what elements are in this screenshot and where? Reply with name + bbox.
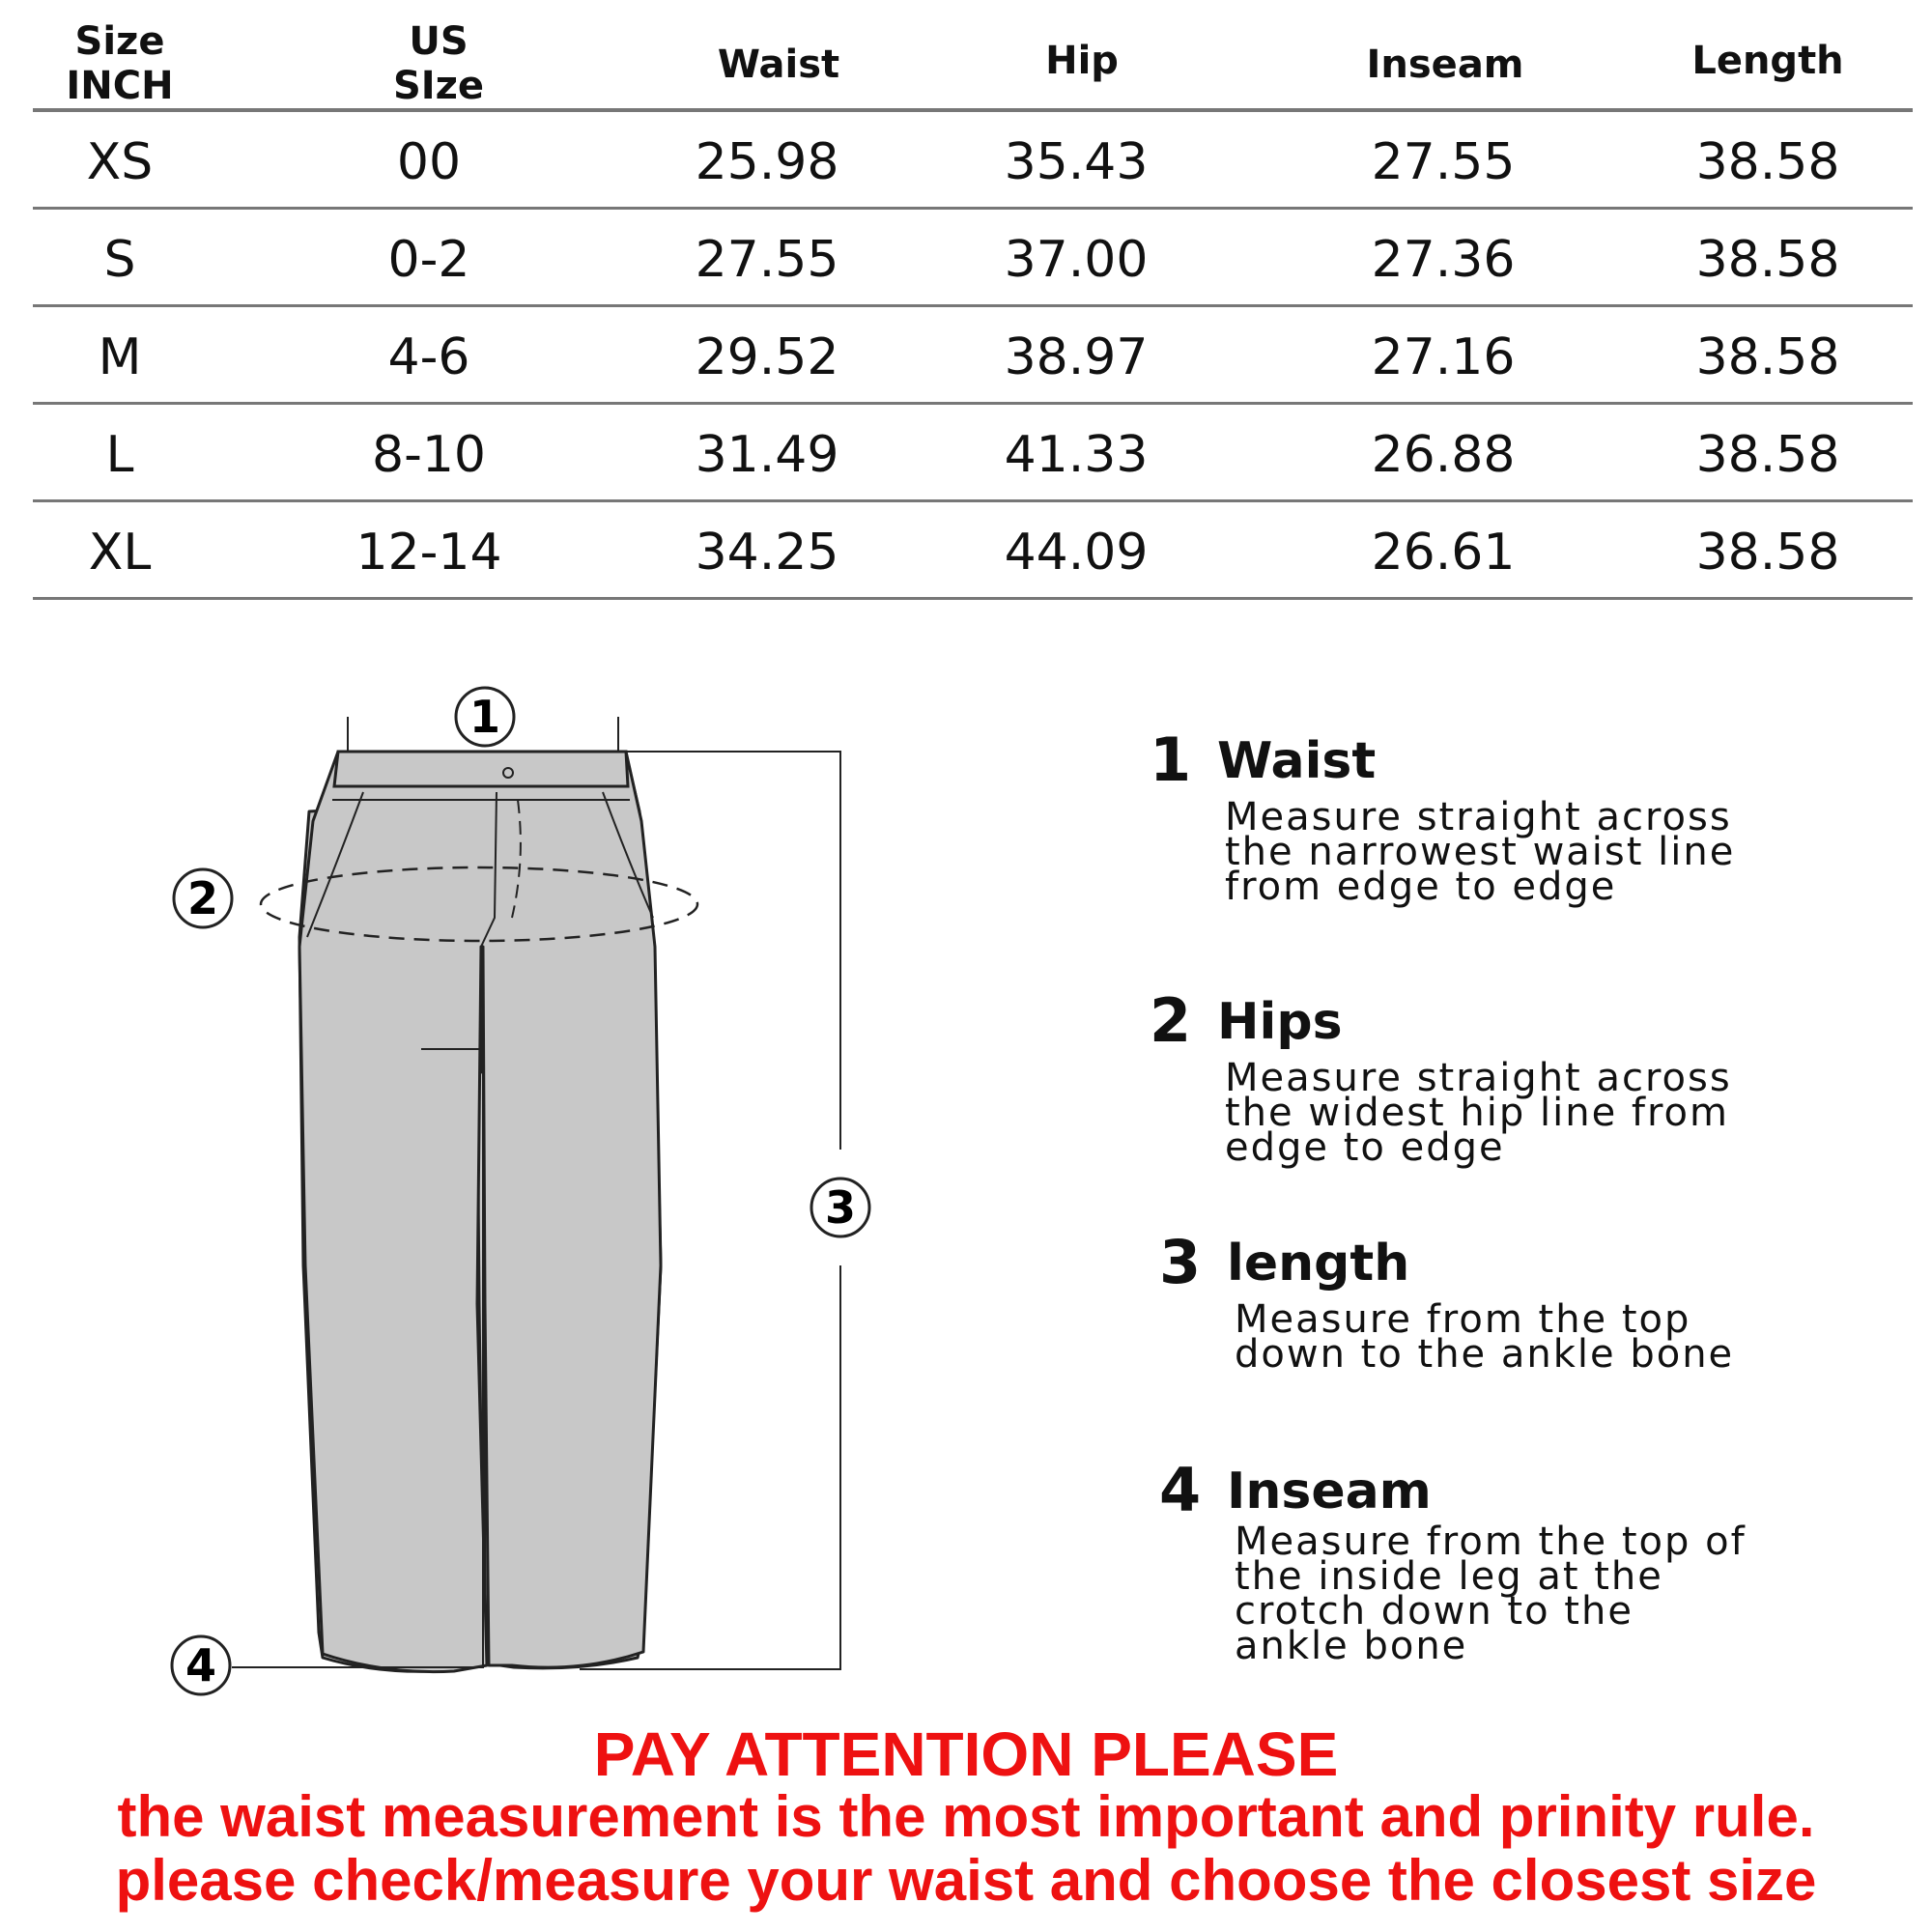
marker-4-label: 4	[185, 1639, 217, 1691]
cell-size: S	[103, 231, 136, 289]
header-us-line1: US	[409, 19, 469, 64]
marker-3-label: 3	[824, 1181, 857, 1234]
cell-hip: 44.09	[1004, 524, 1149, 582]
cell-size: L	[105, 426, 134, 484]
row-divider	[33, 207, 1913, 210]
cell-length: 38.58	[1695, 133, 1840, 191]
cell-length: 38.58	[1695, 426, 1840, 484]
legend-title: Hips	[1217, 993, 1343, 1051]
cell-inseam: 27.16	[1371, 328, 1516, 386]
legend-title: Inseam	[1227, 1463, 1432, 1520]
cell-hip: 37.00	[1004, 231, 1149, 289]
legend-title: length	[1227, 1235, 1410, 1293]
table-row	[33, 407, 1913, 503]
waistband	[334, 752, 628, 786]
legend-number: 1	[1150, 724, 1192, 795]
cell-inseam: 26.61	[1371, 524, 1516, 582]
table-header	[33, 0, 1913, 112]
cell-waist: 29.52	[695, 328, 839, 386]
pants-illustration	[0, 628, 966, 1719]
cell-length: 38.58	[1695, 524, 1840, 582]
cell-us-size: 8-10	[371, 426, 487, 484]
header-us-size	[393, 19, 484, 108]
cell-size: M	[98, 328, 142, 386]
cell-waist: 25.98	[695, 133, 839, 191]
cell-hip: 38.97	[1004, 328, 1149, 386]
header-us-line2: SIze	[392, 64, 485, 108]
table-row	[33, 504, 1913, 601]
cell-waist: 31.49	[695, 426, 839, 484]
legend-number: 3	[1159, 1227, 1202, 1297]
marker-2-label: 2	[186, 872, 219, 924]
cell-length: 38.58	[1695, 328, 1840, 386]
header-size-inch	[66, 19, 173, 108]
header-size-line2: INCH	[66, 64, 174, 108]
cell-waist: 27.55	[695, 231, 839, 289]
legend-description: Measure straight across the narrowest waist line from edge to edge	[1225, 795, 1736, 909]
cell-us-size: 0-2	[387, 231, 470, 289]
legend-number: 4	[1159, 1455, 1202, 1525]
table-row	[33, 114, 1913, 211]
cell-hip: 35.43	[1004, 133, 1149, 191]
row-divider	[33, 402, 1913, 405]
cell-inseam: 27.55	[1371, 133, 1516, 191]
cell-hip: 41.33	[1004, 426, 1149, 484]
header-size-line1: Size	[74, 19, 165, 64]
notice-line-2: please check/measure your waist and choose the closest size	[115, 1848, 1817, 1913]
cell-us-size: 00	[396, 133, 462, 191]
marker-1-label: 1	[469, 691, 501, 743]
row-divider	[33, 597, 1913, 600]
header-waist: Waist	[717, 43, 840, 87]
cell-length: 38.58	[1695, 231, 1840, 289]
cell-size: XS	[86, 133, 154, 191]
cell-inseam: 26.88	[1371, 426, 1516, 484]
legend-number: 2	[1150, 985, 1192, 1056]
cell-us-size: 4-6	[387, 328, 470, 386]
cell-us-size: 12-14	[355, 524, 502, 582]
header-hip: Hip	[1045, 39, 1119, 83]
legend-description: Measure from the top down to the ankle bone	[1235, 1297, 1735, 1377]
legend-description: Measure straight across the widest hip line from edge to edge	[1225, 1056, 1732, 1170]
cell-waist: 34.25	[695, 524, 839, 582]
notice-heading: PAY ATTENTION PLEASE	[593, 1719, 1339, 1789]
header-divider	[33, 108, 1913, 112]
row-divider	[33, 304, 1913, 307]
legend-description: Measure from the top of the inside leg at the crotch down to the ankle bone	[1235, 1520, 1747, 1668]
header-length: Length	[1691, 39, 1844, 83]
header-inseam: Inseam	[1366, 43, 1524, 87]
cell-inseam: 27.36	[1371, 231, 1516, 289]
pants-measurement-diagram	[0, 628, 966, 1719]
cell-size: XL	[88, 524, 152, 582]
table-row	[33, 212, 1913, 308]
notice-line-1: the waist measurement is the most important and prinity rule.	[117, 1784, 1815, 1849]
legend-title: Waist	[1217, 732, 1377, 790]
row-divider	[33, 499, 1913, 502]
table-row	[33, 309, 1913, 406]
